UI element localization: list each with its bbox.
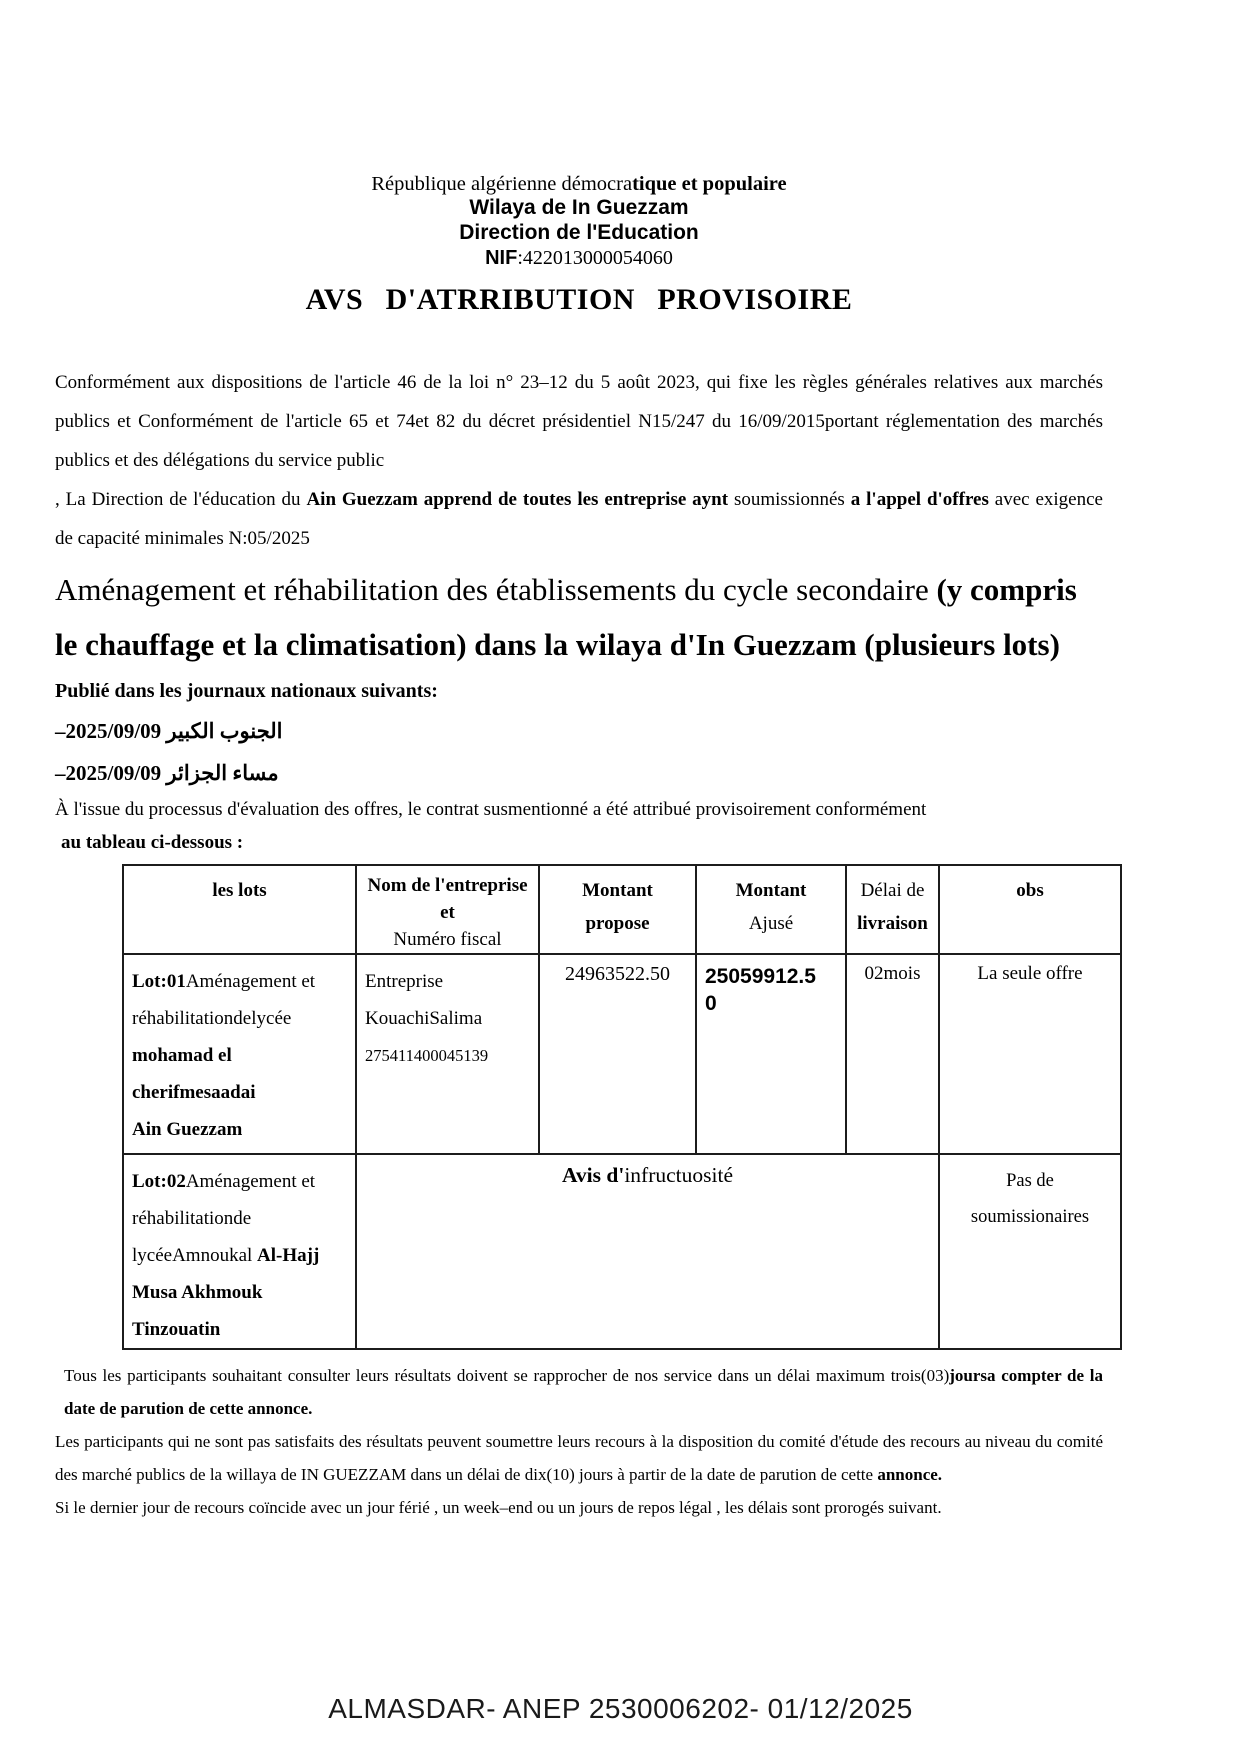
lot1-delai-cell: [846, 954, 939, 1154]
result-paragraph: À l'issue du processus d'évaluation des offres, le contrat susmentionné a été attribué provisoirement conformément: [55, 799, 927, 821]
nif-label: NIF: [485, 246, 518, 269]
lot2-school-name: Al-Hajj Musa Akhmouk: [132, 1245, 320, 1304]
header-montant-propose-line1: Montant: [582, 880, 653, 902]
header-obs: [939, 865, 1121, 954]
lot1-delai: 02mois: [864, 963, 921, 985]
header-entreprise: [356, 865, 539, 954]
lot1-montant-ajuse: 25059912.50: [705, 965, 816, 1016]
award-table: [122, 864, 1122, 1350]
header-montant-propose: [539, 865, 696, 954]
lot1-company-cell: [356, 954, 539, 1154]
header-delai-line2: livraison: [857, 913, 928, 935]
lot2-place: Tinzouatin: [132, 1319, 221, 1341]
wilaya-line: Wilaya de In Guezzam: [469, 196, 689, 220]
submission-text-5: avec exigence de capacité minimales N:05/2025: [55, 489, 1103, 550]
legal-paragraph: Conformément aux dispositions de l'article 46 de la loi n° 23–12 du 5 août 2023, qui fixe les règles générales relatives aux marchés publics et Conformément de l'article 65 et 74et 82 du décret présidentiel N15/247 du 16/09/2015portant réglementation des marchés publics et des délégations du service public: [55, 372, 1103, 472]
lot2-obs-line2: soumissionaires: [970, 1207, 1090, 1228]
publication-label: Publié dans les journaux nationaux suivants:: [55, 680, 438, 703]
submission-text-2: Ain Guezzam apprend de toutes les entreprise aynt: [306, 489, 729, 511]
header-lots: [123, 865, 356, 954]
recours-paragraph: [55, 1425, 1103, 1491]
results-notice-paragraph: [55, 1359, 1103, 1425]
republic-text-normal: République algérienne démocra: [371, 173, 633, 195]
lot2-row: [123, 1154, 1121, 1349]
direction-line: Direction de l'Education: [459, 220, 699, 244]
republic-line: [55, 172, 1103, 196]
header-lots-label: les lots: [212, 880, 267, 902]
journal-line-2: –2025/09/09 مساء الجزائر: [55, 761, 279, 786]
lot1-obs-cell: [939, 954, 1121, 1154]
company-fiscal-number: 275411400045139: [365, 1046, 489, 1066]
nif-line: [55, 246, 1103, 270]
result-table-lead: au tableau ci-dessous :: [61, 832, 244, 854]
document-header: [55, 0, 1103, 317]
lot2-verdict-normal: infructuosité: [624, 1163, 733, 1188]
lot2-verdict-cell: [356, 1154, 939, 1349]
journal-line-1: –2025/09/09 الجنوب الكبير: [55, 719, 283, 744]
lot1-school-name: mohamad el cherifmesaadai: [132, 1045, 256, 1104]
lot1-description: Aménagement et réhabilitationdelycée: [132, 971, 316, 1030]
lot2-description: Aménagement et réhabilitationde lycéeAmnoukal: [132, 1171, 316, 1267]
submission-text-1: , La Direction de l'éducation du: [55, 489, 307, 511]
nif-value: :422013000054060: [517, 246, 673, 269]
recours-normal: Les participants qui ne sont pas satisfaits des résultats peuvent soumettre leurs recours à la disposition du comité d'étude des recours au niveau du comité des marché publics de la willaya de IN GUEZZAM dans un délai de dix(10) jours à partir de la date de parution de cette: [55, 1432, 1103, 1485]
anep-reference-line: ALMASDAR- ANEP 2530006202- 01/12/2025: [328, 1693, 913, 1724]
submission-paragraph: [55, 480, 1103, 558]
lot2-obs-cell: [939, 1154, 1121, 1349]
lot2-obs-line1: Pas de: [1006, 1171, 1054, 1192]
header-montant-propose-line2: propose: [585, 913, 650, 935]
lot1-number: Lot:01: [132, 971, 186, 993]
lot1-montant-propose-cell: [539, 954, 696, 1154]
lot1-obs: La seule offre: [977, 963, 1083, 985]
submission-text-4: a l'appel d'offres: [850, 489, 989, 511]
results-notice-bold: joursa compter de la date de parution de cette annonce.: [64, 1366, 1103, 1419]
project-title-bold: (y compris le chauffage et la climatisation) dans la wilaya d'In Guezzam (plusieurs lots): [55, 572, 1077, 663]
company-name-line2: KouachiSalima: [365, 1008, 483, 1030]
lot1-description-cell: [123, 954, 356, 1154]
results-notice-normal: Tous les participants souhaitant consulter leurs résultats doivent se rapprocher de nos service dans un délai maximum trois(03): [64, 1366, 950, 1386]
header-obs-label: obs: [1016, 880, 1044, 902]
lot1-place: Ain Guezzam: [132, 1119, 243, 1141]
document-content: [55, 0, 1103, 1524]
lot2-number: Lot:02: [132, 1171, 186, 1193]
project-title-normal: Aménagement et réhabilitation des établissements du cycle secondaire: [55, 572, 929, 608]
company-name-line1: Entreprise: [365, 971, 444, 993]
header-entreprise-line1: Nom de l'entreprise: [367, 875, 528, 897]
submission-text-3: soumissionnés: [728, 489, 851, 511]
lot1-montant-propose: 24963522.50: [565, 963, 670, 986]
header-delai-line1: Délai de: [860, 880, 925, 902]
header-montant-ajuse-line1: Montant: [735, 880, 807, 902]
header-delai: [846, 865, 939, 954]
project-title: [55, 562, 1103, 672]
republic-text-bold: tique et populaire: [632, 173, 787, 195]
delai-prorogation-paragraph: Si le dernier jour de recours coïncide avec un jour férié , un week–end ou un jours de repos légal , les délais sont prorogés suivant.: [55, 1498, 942, 1518]
lot2-description-cell: [123, 1154, 356, 1349]
lot1-montant-ajuse-cell: [696, 954, 846, 1154]
header-entreprise-line2: et: [440, 902, 455, 924]
lot1-row: [123, 954, 1121, 1154]
header-entreprise-line3: Numéro fiscal: [393, 929, 502, 951]
document-title: AVS D'ATRRIBUTION PROVISOIRE: [305, 283, 853, 317]
recours-bold: annonce.: [877, 1465, 943, 1485]
header-montant-ajuse: [696, 865, 846, 954]
table-header-row: [123, 865, 1121, 954]
lot2-verdict-bold: Avis d': [562, 1163, 625, 1188]
header-montant-ajuse-line2: Ajusé: [748, 913, 794, 935]
